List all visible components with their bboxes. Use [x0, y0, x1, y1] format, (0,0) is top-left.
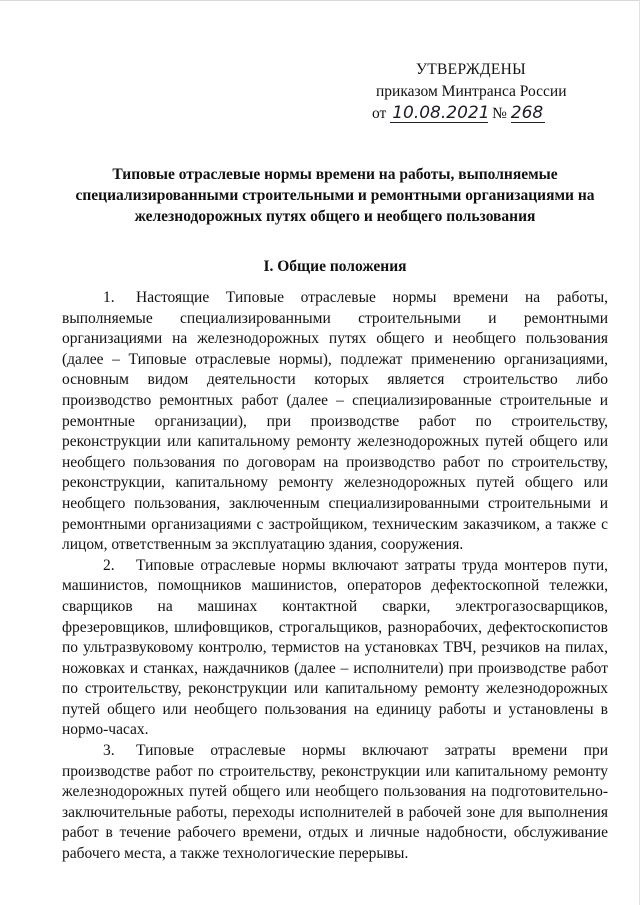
document-body [62, 288, 608, 865]
order-date: 10.08.2021 [392, 103, 490, 123]
paragraph-text: Типовые отраслевые нормы включают затраты труда монтеров пути, машинистов, помощников машинистов, операторов дефектоскопной тележки, сварщиков на машинах контактной сварки, электрогазосварщиков, фрезеровщиков, шлифовщиков, строгальщиков, разнорабочих, дефектоскопистов по ультразвуковому контролю, термистов на установках ТВЧ, резчиков на пилах, ножовках и станках, наждачников (далее – исполнители) при производстве работ по строительству, реконструкции или капитальному ремонту железнодорожных путей общего или необщего пользования на единицу работы и установлены в нормо-часах. [62, 556, 608, 739]
paragraph-1 [62, 288, 608, 556]
section-title: I. Общие положения [263, 258, 407, 275]
paragraph-number: 2. [103, 556, 115, 574]
order-number: 268 [510, 103, 544, 123]
paragraph-number: 3. [103, 742, 115, 760]
document-title: Типовые отраслевые нормы времени на работы, выполняемые специализированными строительными и ремонтными организациями на железнодорожных путях общего и необщего пользования [75, 166, 595, 225]
date-prefix: от [372, 105, 387, 122]
approval-order: приказом Минтранса России [376, 83, 567, 100]
paragraph-number: 1. [103, 289, 115, 306]
approval-stamp [372, 59, 572, 127]
paragraph-text: Настоящие Типовые отраслевые нормы времени на работы, выполняемые специализированными строительными и ремонтными организациями на железнодорожных путях общего и необщего пользования (далее – Типовые отраслевые нормы), подлежат применению организациями, основным видом деятельности которых является строительство либо производство ремонтных работ (далее – специализированные строительные и ремонтные организации), при производстве работ по строительству, реконструкции или капитальному ремонту железнодорожных путей общего или необщего пользования по договорам на производство работ по строительству, реконструкции, капитальному ремонту железнодорожных путей общего или необщего пользования, заключенным специализированными строительными и ремонтными организациями с застройщиком, техническим заказчиком, а также с лицом, ответственным за эксплуатацию здания, сооружения. [62, 289, 608, 554]
paragraph-text: Типовые отраслевые нормы включают затраты времени при производстве работ по строительству, реконструкции или капитальному ремонту железнодорожных путей общего или необщего пользования на подготовительно-заключительные работы, переходы исполнителей в рабочей зоне для выполнения работ в течение рабочего времени, отдых и личные надобности, обслуживание рабочего места, а также технологические перерывы. [62, 742, 608, 863]
paragraph-2 [62, 556, 608, 741]
approval-heading: УТВЕРЖДЕНЫ [416, 61, 526, 78]
number-sign: № [492, 105, 507, 122]
approval-date-number-line [372, 103, 572, 127]
paragraph-3 [62, 741, 608, 865]
